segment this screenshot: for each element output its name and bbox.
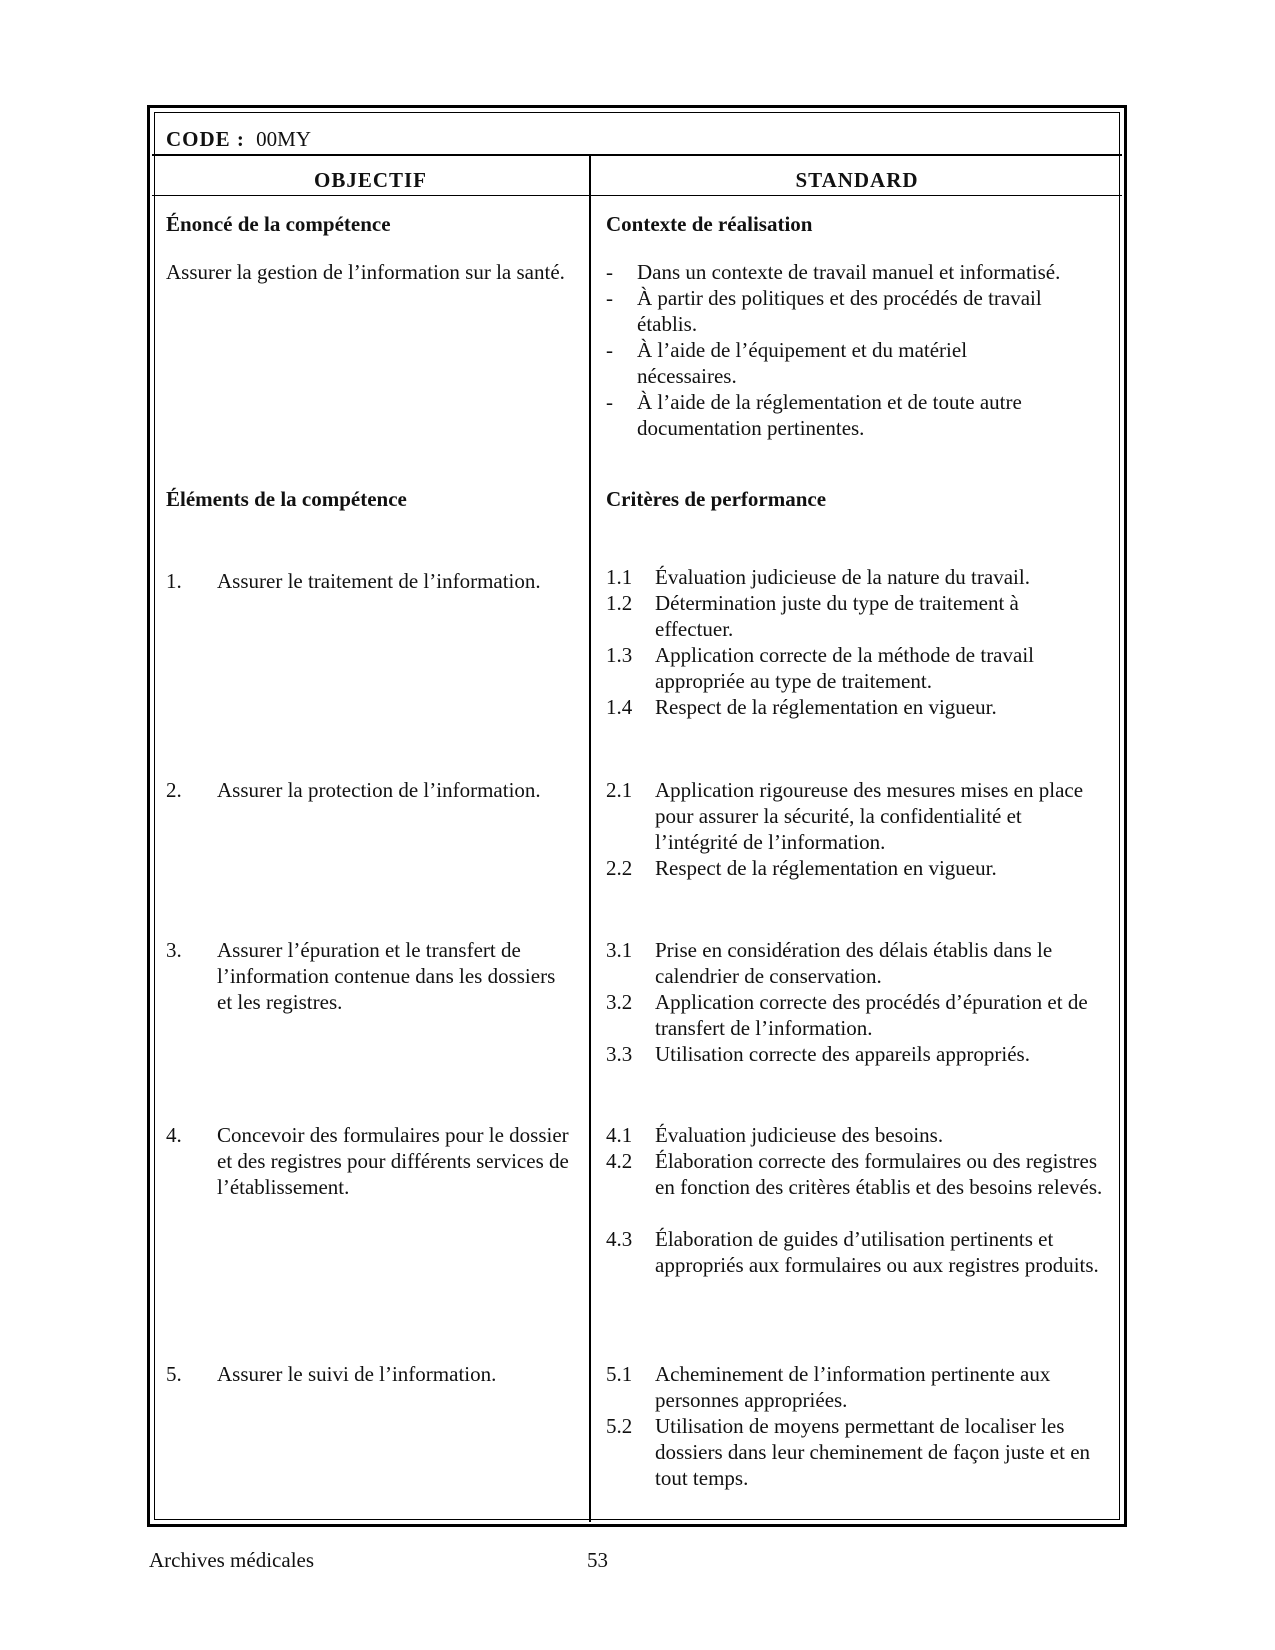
contexte-item: - À l’aide de la réglementation et de toute autre documentation pertinentes.: [606, 390, 1022, 440]
critere-item: 4.2 Élaboration correcte des formulaires ou des registres en fonction des critères établis et des besoins relevés.: [606, 1149, 1103, 1199]
element-item: 3. Assurer l’épuration et le transfert de l’information contenue dans les dossiers et les registres.: [166, 938, 556, 1014]
elements-heading: Éléments de la compétence: [166, 487, 407, 511]
critere-item: 2.2 Respect de la réglementation en vigueur.: [606, 856, 997, 880]
critere-item: 5.2 Utilisation de moyens permettant de localiser les dossiers dans leur cheminement de façon juste et en tout temps.: [606, 1414, 1091, 1490]
criteres-heading: Critères de performance: [606, 487, 827, 511]
code-value: 00MY: [256, 127, 312, 151]
critere-item: 5.1 Acheminement de l’information pertinente aux personnes appropriées.: [606, 1362, 1051, 1412]
critere-item: 3.2 Application correcte des procédés d’épuration et de transfert de l’information.: [606, 990, 1088, 1040]
column-header-objectif: OBJECTIF: [313, 168, 428, 192]
column-header-standard: STANDARD: [795, 168, 919, 192]
contexte-item: - Dans un contexte de travail manuel et informatisé.: [606, 260, 1061, 284]
contexte-item: - À l’aide de l’équipement et du matériel nécessaires.: [606, 338, 968, 388]
contexte-heading: Contexte de réalisation: [606, 212, 813, 236]
page-number: 53: [587, 1548, 608, 1572]
element-item: 2. Assurer la protection de l’information.: [166, 778, 541, 802]
critere-item: 4.1 Évaluation judicieuse des besoins.: [606, 1123, 944, 1147]
critere-item: 1.4 Respect de la réglementation en vigueur.: [606, 695, 997, 719]
critere-item: 1.1 Évaluation judicieuse de la nature du travail.: [606, 565, 1030, 589]
critere-item: 4.3 Élaboration de guides d’utilisation pertinents et appropriés aux formulaires ou aux registres produits.: [606, 1227, 1099, 1277]
element-item: 4. Concevoir des formulaires pour le dossier et des registres pour différents services de l’établissement.: [166, 1123, 569, 1199]
header-row-divider: [152, 195, 1122, 196]
element-item: 1. Assurer le traitement de l’information.: [166, 569, 541, 593]
code-row: [166, 126, 311, 152]
code-row-divider: [152, 154, 1122, 156]
element-item: 5. Assurer le suivi de l’information.: [166, 1362, 497, 1386]
column-divider: [589, 155, 591, 1522]
critere-item: 1.2 Détermination juste du type de traitement à effectuer.: [606, 591, 1019, 641]
critere-item: 1.3 Application correcte de la méthode de travail appropriée au type de traitement.: [606, 643, 1034, 693]
contexte-item: - À partir des politiques et des procédés de travail établis.: [606, 286, 1042, 336]
critere-item: 2.1 Application rigoureuse des mesures mises en place pour assurer la sécurité, la confidentialité et l’intégrité de l’information.: [606, 778, 1084, 854]
code-label: CODE :: [166, 127, 245, 151]
critere-item: 3.3 Utilisation correcte des appareils appropriés.: [606, 1042, 1030, 1066]
enonce-text: Assurer la gestion de l’information sur la santé.: [166, 260, 565, 284]
critere-item: 3.1 Prise en considération des délais établis dans le calendrier de conservation.: [606, 938, 1053, 988]
footer-title: Archives médicales: [149, 1548, 315, 1572]
enonce-heading: Énoncé de la compétence: [166, 212, 391, 236]
